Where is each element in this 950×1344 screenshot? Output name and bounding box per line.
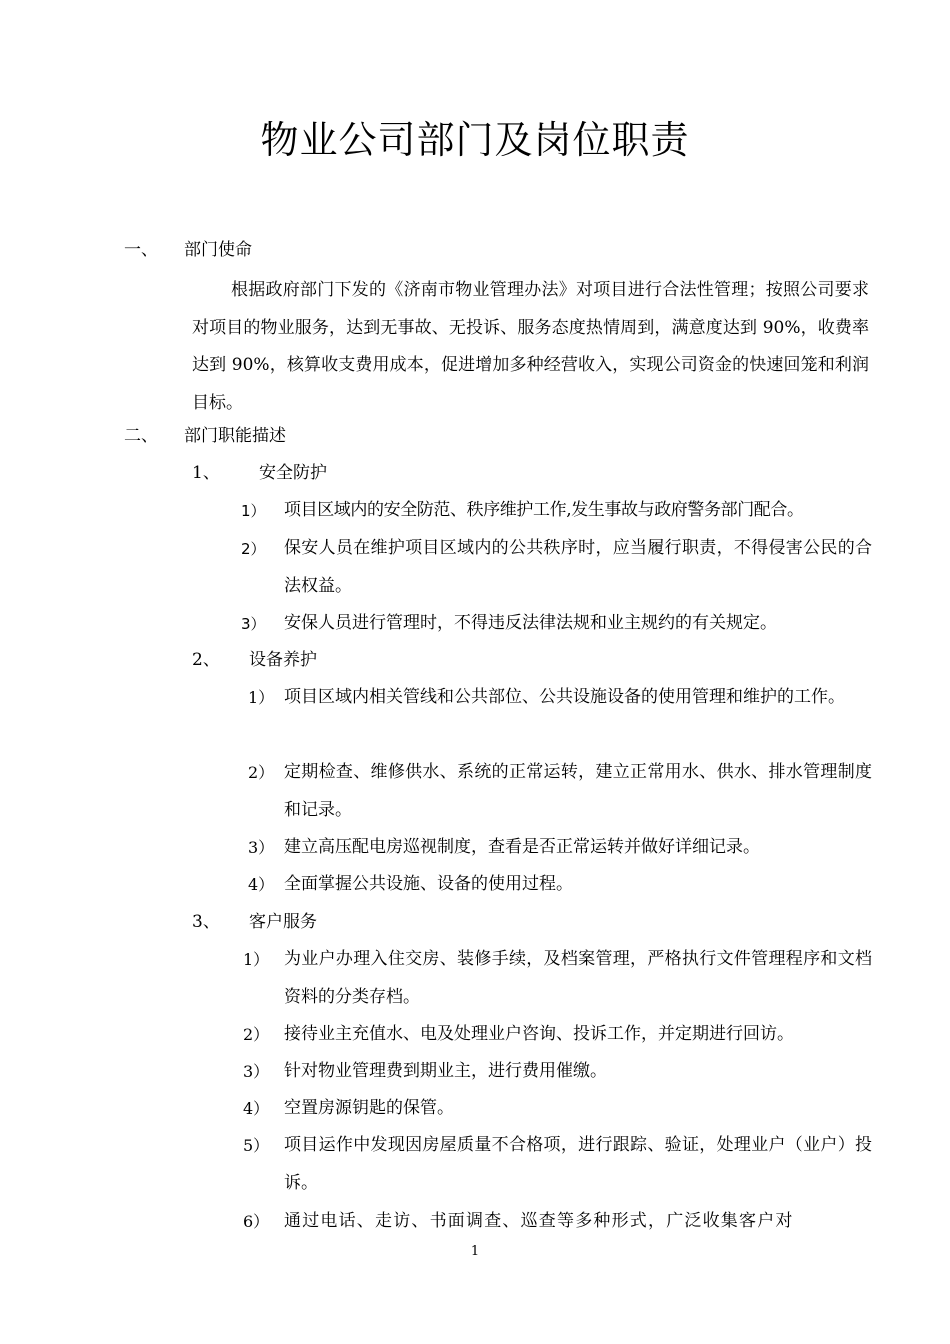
section-marker: 二、: [124, 426, 158, 446]
page-number: 1: [470, 1244, 480, 1259]
list-item: [284, 530, 872, 605]
item-number: 6）: [243, 1212, 270, 1231]
subsection-heading-equipment: 设备养护: [249, 650, 317, 670]
list-item: 定期检查、维修供水、系统的正常运转，建立正常用水、供水、排水管理制度和记录。: [284, 762, 872, 820]
list-item: 针对物业管理费到期业主，进行费用催缴。: [284, 1061, 607, 1081]
item-number: 4）: [243, 1099, 270, 1118]
list-item: 空置房源钥匙的保管。: [284, 1098, 454, 1118]
item-number: 3）: [241, 615, 266, 633]
list-item: 安保人员进行管理时，不得违反法律法规和业主规约的有关规定。: [284, 613, 777, 633]
subsection-marker: 1、: [192, 463, 220, 483]
list-item: 项目区域内的安全防范、秩序维护工作,发生事故与政府警务部门配合。: [284, 500, 804, 520]
subsection-marker: 2、: [192, 650, 220, 670]
subsection-marker: 3、: [192, 912, 220, 932]
list-item: 项目区域内相关管线和公共部位、公共设施设备的使用管理和维护的工作。: [284, 687, 845, 707]
item-number: 2）: [243, 1025, 270, 1044]
item-number: 1）: [241, 502, 266, 520]
list-item: 为业户办理入住交房、装修手续，及档案管理，严格执行文件管理程序和文档资料的分类存档。: [284, 949, 872, 1007]
page-title: 物业公司部门及岗位职责: [260, 118, 690, 162]
item-number: 2）: [241, 540, 266, 558]
item-number: 3）: [243, 1062, 270, 1081]
mission-paragraph: 根据政府部门下发的《济南市物业管理办法》对项目进行合法性管理；按照公司要求对项目的物业服务，达到无事故、无投诉、服务态度热情周到，满意度达到 90%，收费率达到 90%，核算收支费用成本，促进增加多种经营收入，实现公司资金的快速回笼和利润目标。: [192, 280, 869, 413]
list-item: 建立高压配电房巡视制度，查看是否正常运转并做好详细记录。: [284, 837, 760, 857]
subsection-heading-customer-service: 客户服务: [249, 912, 317, 932]
list-item: 全面掌握公共设施、设备的使用过程。: [284, 874, 573, 894]
item-number: 1）: [248, 688, 275, 707]
item-number: 4）: [248, 875, 275, 894]
item-number: 2）: [248, 763, 275, 782]
item-number: 3）: [248, 838, 275, 857]
list-item: 通过电话、走访、书面调查、巡查等多种形式，广泛收集客户对: [284, 1211, 794, 1231]
item-number: 5）: [243, 1136, 270, 1155]
list-item-text: 保安人员在维护项目区域内的公共秩序时，应当履行职责，不得侵害公民的合法权益。: [284, 538, 872, 596]
item-number: 1）: [243, 950, 270, 969]
section-heading-functions: 部门职能描述: [184, 426, 286, 446]
subsection-heading-security: 安全防护: [259, 463, 327, 483]
list-item: 项目运作中发现因房屋质量不合格项，进行跟踪、验证，处理业户（业户）投诉。: [284, 1135, 872, 1193]
section-heading-mission: 部门使命: [184, 240, 252, 260]
section-marker: 一、: [124, 240, 158, 260]
list-item: 接待业主充值水、电及处理业户咨询、投诉工作，并定期进行回访。: [284, 1024, 794, 1044]
